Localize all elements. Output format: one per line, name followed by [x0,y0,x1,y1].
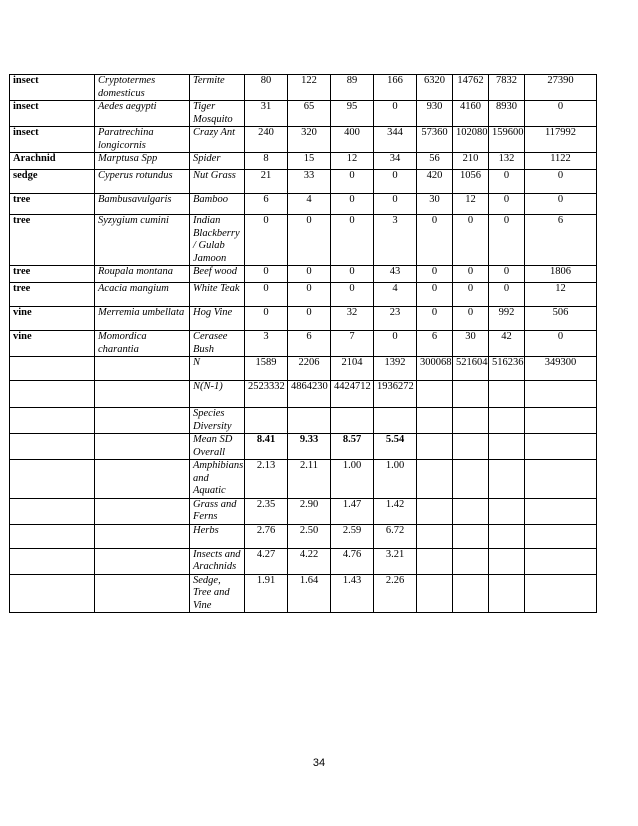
scientific-name-cell: Cyperus rotundus [95,170,190,194]
table-row [10,153,597,170]
value-cell: 0 [525,101,597,127]
value-cell [525,434,597,460]
value-cell [417,460,453,499]
value-cell: 0 [331,170,374,194]
value-cell [453,381,489,408]
value-cell: 1.64 [288,574,331,613]
category-cell: tree [10,194,95,215]
scientific-name-cell: Cryptotermes domesticus [95,75,190,101]
value-cell [453,408,489,434]
value-cell: 57360 [417,127,453,153]
value-cell: 31 [245,101,288,127]
value-cell [453,434,489,460]
value-cell: 320 [288,127,331,153]
scientific-name-cell [95,460,190,499]
table-row [10,283,597,307]
value-cell: 3 [374,215,417,266]
common-name-cell: Crazy Ant [190,127,245,153]
category-cell: tree [10,266,95,283]
table-row [10,460,597,499]
value-cell: 349300 [525,357,597,381]
common-name-cell: Amphibians and Aquatic [190,460,245,499]
value-cell [453,524,489,548]
scientific-name-cell: Syzygium cumini [95,215,190,266]
value-cell: 117992 [525,127,597,153]
value-cell: 1122 [525,153,597,170]
value-cell [374,408,417,434]
value-cell: 1.47 [331,498,374,524]
value-cell: 30 [453,331,489,357]
category-cell [10,408,95,434]
category-cell [10,460,95,499]
value-cell: 0 [288,215,331,266]
value-cell: 2523332 [245,381,288,408]
value-cell: 1392 [374,357,417,381]
category-cell [10,434,95,460]
value-cell: 0 [374,331,417,357]
page-number: 34 [312,757,326,769]
value-cell: 506 [525,307,597,331]
value-cell: 0 [374,101,417,127]
value-cell: 33 [288,170,331,194]
value-cell: 4.76 [331,548,374,574]
value-cell: 0 [489,266,525,283]
category-cell: tree [10,215,95,266]
value-cell: 1.91 [245,574,288,613]
value-cell: 0 [331,215,374,266]
category-cell [10,381,95,408]
value-cell: 0 [489,194,525,215]
value-cell: 0 [489,215,525,266]
value-cell: 930 [417,101,453,127]
value-cell: 420 [417,170,453,194]
value-cell [525,381,597,408]
common-name-cell: Herbs [190,524,245,548]
common-name-cell: Beef wood [190,266,245,283]
value-cell [245,408,288,434]
value-cell: 0 [453,283,489,307]
value-cell: 4160 [453,101,489,127]
value-cell [525,548,597,574]
value-cell: 516236 [489,357,525,381]
value-cell [453,460,489,499]
value-cell: 15 [288,153,331,170]
value-cell: 3.21 [374,548,417,574]
category-cell [10,548,95,574]
value-cell: 2.26 [374,574,417,613]
value-cell [525,460,597,499]
value-cell [489,498,525,524]
value-cell: 6 [288,331,331,357]
value-cell: 521604 [453,357,489,381]
table-row [10,357,597,381]
value-cell: 0 [245,266,288,283]
value-cell: 6.72 [374,524,417,548]
value-cell [331,408,374,434]
value-cell: 159600 [489,127,525,153]
value-cell [417,381,453,408]
value-cell: 1.42 [374,498,417,524]
value-cell: 8.41 [245,434,288,460]
common-name-cell: White Teak [190,283,245,307]
table-row [10,548,597,574]
common-name-cell: Insects and Arachnids [190,548,245,574]
value-cell: 4 [288,194,331,215]
scientific-name-cell [95,524,190,548]
value-cell [417,574,453,613]
value-cell: 12 [331,153,374,170]
category-cell: Arachnid [10,153,95,170]
value-cell [453,574,489,613]
table-row [10,75,597,101]
value-cell: 43 [374,266,417,283]
value-cell [525,524,597,548]
category-cell: insect [10,101,95,127]
value-cell: 6 [525,215,597,266]
value-cell: 0 [245,215,288,266]
value-cell: 132 [489,153,525,170]
common-name-cell: N(N-1) [190,381,245,408]
table-row [10,127,597,153]
value-cell [288,408,331,434]
table-row [10,524,597,548]
value-cell: 1.43 [331,574,374,613]
value-cell: 30 [417,194,453,215]
common-name-cell: Mean SD Overall [190,434,245,460]
value-cell: 400 [331,127,374,153]
value-cell: 14762 [453,75,489,101]
value-cell [489,408,525,434]
value-cell: 0 [331,266,374,283]
value-cell: 0 [525,194,597,215]
value-cell [489,524,525,548]
table-row [10,194,597,215]
value-cell: 4.27 [245,548,288,574]
value-cell: 2.90 [288,498,331,524]
table-row [10,170,597,194]
value-cell: 0 [245,307,288,331]
value-cell: 122 [288,75,331,101]
scientific-name-cell: Marptusa Spp [95,153,190,170]
value-cell: 2.11 [288,460,331,499]
value-cell [525,498,597,524]
value-cell: 0 [453,215,489,266]
table-row [10,331,597,357]
scientific-name-cell [95,381,190,408]
table-row [10,307,597,331]
common-name-cell: Spider [190,153,245,170]
scientific-name-cell [95,548,190,574]
value-cell: 8.57 [331,434,374,460]
value-cell [417,548,453,574]
value-cell: 6320 [417,75,453,101]
value-cell [417,408,453,434]
value-cell: 1589 [245,357,288,381]
value-cell [489,460,525,499]
value-cell [453,548,489,574]
value-cell: 1.00 [331,460,374,499]
value-cell: 9.33 [288,434,331,460]
value-cell: 32 [331,307,374,331]
common-name-cell: Indian Blackberry / Gulab Jamoon [190,215,245,266]
scientific-name-cell: Bambusavulgaris [95,194,190,215]
value-cell: 0 [417,215,453,266]
value-cell: 0 [288,283,331,307]
value-cell: 65 [288,101,331,127]
value-cell [417,498,453,524]
scientific-name-cell: Merremia umbellata [95,307,190,331]
category-cell: vine [10,331,95,357]
value-cell [489,574,525,613]
common-name-cell: Cerasee Bush [190,331,245,357]
category-cell [10,498,95,524]
value-cell: 2.76 [245,524,288,548]
value-cell: 210 [453,153,489,170]
value-cell [525,574,597,613]
scientific-name-cell: Aedes aegypti [95,101,190,127]
value-cell: 23 [374,307,417,331]
common-name-cell: Termite [190,75,245,101]
common-name-cell: Bamboo [190,194,245,215]
value-cell [489,434,525,460]
table-row [10,215,597,266]
value-cell: 1936272 [374,381,417,408]
value-cell: 1056 [453,170,489,194]
common-name-cell: Tiger Mosquito [190,101,245,127]
value-cell [453,498,489,524]
value-cell [489,548,525,574]
value-cell: 992 [489,307,525,331]
table-row [10,408,597,434]
value-cell [417,434,453,460]
value-cell: 0 [489,170,525,194]
category-cell [10,574,95,613]
scientific-name-cell: Roupala montana [95,266,190,283]
value-cell [489,381,525,408]
category-cell: tree [10,283,95,307]
value-cell: 2206 [288,357,331,381]
value-cell: 0 [453,266,489,283]
value-cell: 12 [525,283,597,307]
value-cell: 2.35 [245,498,288,524]
value-cell: 0 [525,331,597,357]
value-cell: 0 [288,307,331,331]
value-cell: 80 [245,75,288,101]
table-row [10,434,597,460]
value-cell: 0 [374,194,417,215]
species-table [9,74,597,613]
value-cell: 0 [525,170,597,194]
common-name-cell: Nut Grass [190,170,245,194]
scientific-name-cell [95,434,190,460]
value-cell: 344 [374,127,417,153]
category-cell: sedge [10,170,95,194]
value-cell: 21 [245,170,288,194]
value-cell: 0 [417,283,453,307]
value-cell [525,408,597,434]
scientific-name-cell [95,408,190,434]
value-cell: 6 [245,194,288,215]
value-cell: 8 [245,153,288,170]
value-cell: 2.50 [288,524,331,548]
value-cell: 42 [489,331,525,357]
value-cell: 102080 [453,127,489,153]
value-cell: 1806 [525,266,597,283]
common-name-cell: Grass and Ferns [190,498,245,524]
scientific-name-cell [95,574,190,613]
table-row [10,498,597,524]
table-row [10,101,597,127]
value-cell: 34 [374,153,417,170]
value-cell: 6 [417,331,453,357]
value-cell: 27390 [525,75,597,101]
value-cell: 4864230 [288,381,331,408]
value-cell: 89 [331,75,374,101]
value-cell: 3 [245,331,288,357]
value-cell: 2.13 [245,460,288,499]
value-cell: 0 [331,194,374,215]
value-cell: 56 [417,153,453,170]
value-cell: 0 [453,307,489,331]
common-name-cell: N [190,357,245,381]
value-cell: 0 [489,283,525,307]
value-cell: 8930 [489,101,525,127]
category-cell [10,524,95,548]
common-name-cell: Sedge, Tree and Vine [190,574,245,613]
table-row [10,266,597,283]
value-cell: 300068 [417,357,453,381]
value-cell: 0 [331,283,374,307]
value-cell: 166 [374,75,417,101]
value-cell: 95 [331,101,374,127]
value-cell [417,524,453,548]
value-cell: 0 [417,266,453,283]
value-cell: 240 [245,127,288,153]
table-row [10,574,597,613]
category-cell: vine [10,307,95,331]
value-cell: 7 [331,331,374,357]
value-cell: 0 [417,307,453,331]
category-cell: insect [10,127,95,153]
scientific-name-cell [95,357,190,381]
value-cell: 5.54 [374,434,417,460]
table-row [10,381,597,408]
value-cell: 2.59 [331,524,374,548]
common-name-cell: Species Diversity [190,408,245,434]
scientific-name-cell: Acacia mangium [95,283,190,307]
value-cell: 2104 [331,357,374,381]
value-cell: 0 [245,283,288,307]
value-cell: 1.00 [374,460,417,499]
value-cell: 4424712 [331,381,374,408]
scientific-name-cell: Momordica charantia [95,331,190,357]
common-name-cell: Hog Vine [190,307,245,331]
scientific-name-cell [95,498,190,524]
value-cell: 7832 [489,75,525,101]
category-cell [10,357,95,381]
value-cell: 4.22 [288,548,331,574]
category-cell: insect [10,75,95,101]
value-cell: 12 [453,194,489,215]
value-cell: 0 [288,266,331,283]
scientific-name-cell: Paratrechina longicornis [95,127,190,153]
value-cell: 0 [374,170,417,194]
value-cell: 4 [374,283,417,307]
